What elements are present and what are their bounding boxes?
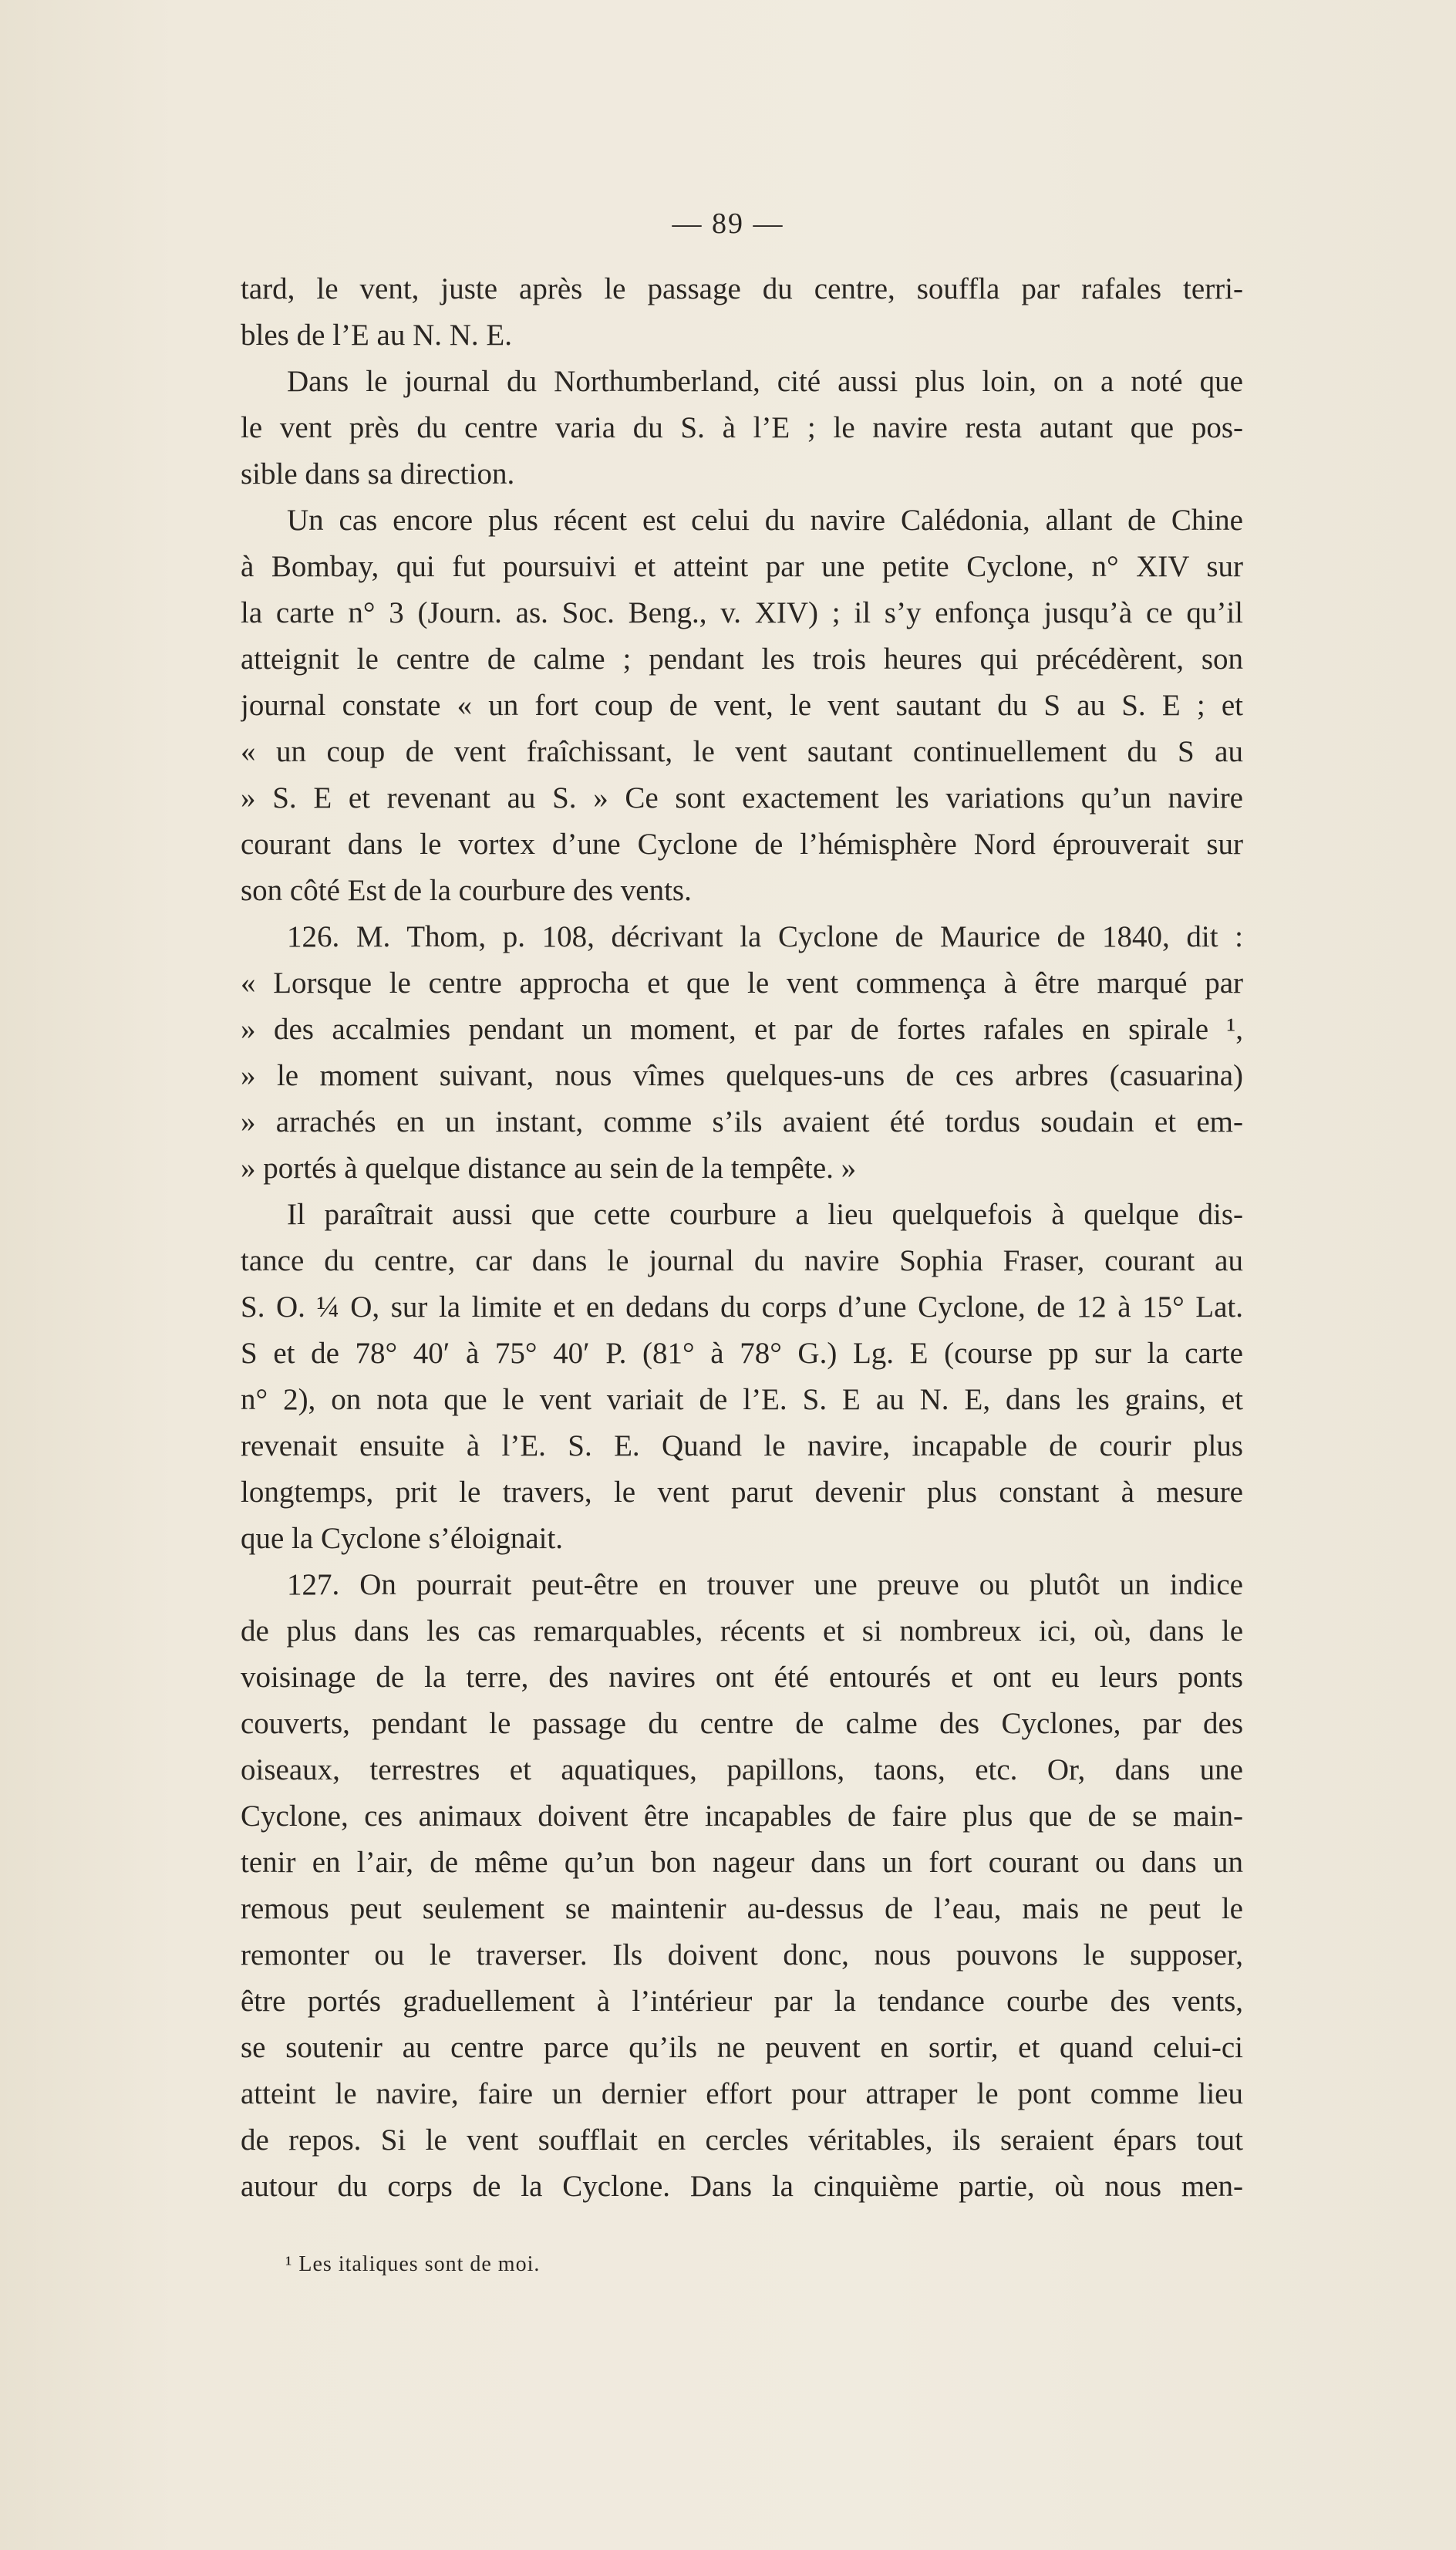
text-line: » S. E et revenant au S. » Ce sont exactement les variations qu’un navire <box>241 781 1243 815</box>
text-line: à Bombay, qui fut poursuivi et atteint par une petite Cyclone, n° XIV sur <box>241 550 1243 583</box>
text-line: Dans le journal du Northumberland, cité aussi plus loin, on a noté que <box>287 365 1243 398</box>
text-line: » des accalmies pendant un moment, et par de fortes rafales en spirale ¹, <box>241 1013 1243 1046</box>
text-line: se soutenir au centre parce qu’ils ne peuvent en sortir, et quand celui-ci <box>241 2031 1243 2064</box>
footnote: ¹ Les italiques sont de moi. <box>285 2252 541 2276</box>
text-line: 127. On pourrait peut-être en trouver une preuve ou plutôt un indice <box>287 1568 1243 1601</box>
text-line: tard, le vent, juste après le passage du centre, souffla par rafales terri- <box>241 272 1243 305</box>
text-line: son côté Est de la courbure des vents. <box>241 874 692 907</box>
text-line: « un coup de vent fraîchissant, le vent sautant continuellement du S au <box>241 735 1243 768</box>
text-line: S et de 78° 40′ à 75° 40′ P. (81° à 78° G.) Lg. E (course pp sur la carte <box>241 1337 1243 1370</box>
text-line: remous peut seulement se maintenir au-dessus de l’eau, mais ne peut le <box>241 1892 1243 1925</box>
text-line: » portés à quelque distance au sein de la tempête. » <box>241 1152 857 1185</box>
text-line: « Lorsque le centre approcha et que le vent commença à être marqué par <box>241 966 1243 1000</box>
page-number: — 89 — <box>672 207 784 240</box>
text-line: oiseaux, terrestres et aquatiques, papillons, taons, etc. Or, dans une <box>241 1753 1243 1786</box>
text-line: atteignit le centre de calme ; pendant les trois heures qui précédèrent, son <box>241 643 1243 676</box>
body-text <box>241 266 1243 2210</box>
text-line: » le moment suivant, nous vîmes quelques-uns de ces arbres (casuarina) <box>241 1059 1243 1092</box>
text-line: autour du corps de la Cyclone. Dans la cinquième partie, où nous men- <box>241 2170 1243 2203</box>
text-line: Cyclone, ces animaux doivent être incapables de faire plus que de se main- <box>241 1800 1243 1833</box>
text-line: Il paraîtrait aussi que cette courbure a lieu quelquefois à quelque dis- <box>287 1198 1243 1231</box>
text-line: journal constate « un fort coup de vent, le vent sautant du S au S. E ; et <box>241 689 1243 722</box>
text-line: » arrachés en un instant, comme s’ils avaient été tordus soudain et em- <box>241 1105 1243 1138</box>
text-line: de repos. Si le vent soufflait en cercles véritables, ils seraient épars tout <box>241 2123 1243 2157</box>
text-line: tance du centre, car dans le journal du navire Sophia Fraser, courant au <box>241 1244 1243 1277</box>
text-line: revenait ensuite à l’E. S. E. Quand le navire, incapable de courir plus <box>241 1429 1243 1462</box>
text-line: tenir en l’air, de même qu’un bon nageur dans un fort courant ou dans un <box>241 1846 1243 1879</box>
text-line: être portés graduellement à l’intérieur par la tendance courbe des vents, <box>241 1985 1243 2018</box>
text-line: remonter ou le traverser. Ils doivent donc, nous pouvons le supposer, <box>241 1938 1243 1972</box>
text-line: longtemps, prit le travers, le vent parut devenir plus constant à mesure <box>241 1476 1243 1509</box>
text-line: Un cas encore plus récent est celui du navire Calédonia, allant de Chine <box>287 504 1243 537</box>
text-line: la carte n° 3 (Journ. as. Soc. Beng., v. XIV) ; il s’y enfonça jusqu’à ce qu’il <box>241 596 1243 629</box>
text-line: voisinage de la terre, des navires ont été entourés et ont eu leurs ponts <box>241 1661 1243 1694</box>
text-line: couverts, pendant le passage du centre de calme des Cyclones, par des <box>241 1707 1243 1740</box>
text-line: que la Cyclone s’éloignait. <box>241 1522 564 1555</box>
text-line: le vent près du centre varia du S. à l’E ; le navire resta autant que pos- <box>241 411 1243 444</box>
text-line: n° 2), on nota que le vent variait de l’E. S. E au N. E, dans les grains, et <box>241 1383 1243 1416</box>
text-line: de plus dans les cas remarquables, récents et si nombreux ici, où, dans le <box>241 1614 1243 1648</box>
text-line: courant dans le vortex d’une Cyclone de l’hémisphère Nord éprouverait sur <box>241 828 1243 861</box>
text-line: S. O. ¼ O, sur la limite et en dedans du corps d’une Cyclone, de 12 à 15° Lat. <box>241 1290 1243 1324</box>
text-line: bles de l’E au N. N. E. <box>241 319 512 352</box>
text-line: 126. M. Thom, p. 108, décrivant la Cyclone de Maurice de 1840, dit : <box>287 920 1243 953</box>
text-line: sible dans sa direction. <box>241 457 515 491</box>
text-line: atteint le navire, faire un dernier effort pour attraper le pont comme lieu <box>241 2077 1243 2110</box>
